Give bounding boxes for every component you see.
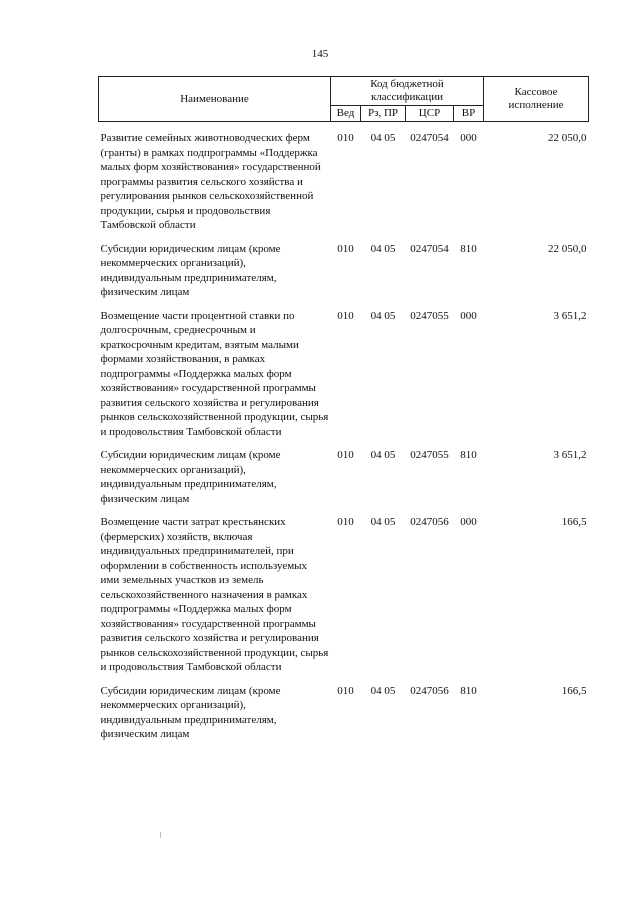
row-ved: 010 [337,516,354,528]
table-row [99,506,589,675]
row-name: Возмещение части затрат крестьянских (фермерских) хозяйств, включая индивидуальных предпринимателей, при оформлении в собственность используемых ими земельных участков из земель сельскохозяйственного назначения в рамках подпрограммы «Поддержка малых форм хозяйствования» государственной программы развития сельского хозяйства и регулирования рынков сельскохозяйственной продукции, сырья и продовольствия Тамбовской области [100,516,329,673]
table-row [99,300,589,440]
table-header [99,77,589,122]
table-row [99,439,589,506]
row-csr: 0247055 [410,309,449,322]
row-amount: 3 651,2 [553,309,587,322]
row-name: Возмещение части процентной ставки по долгосрочным, среднесрочным и краткосрочным кредитам, взятым малыми формами хозяйствования, в рамках подпрограммы «Поддержка малых форм хозяйствования» государственной программы развития сельского хозяйства и регулирования рынков сельскохозяйственной продукции, сырья и продовольствия Тамбовской области [100,309,329,438]
table-body [99,122,589,742]
header-name: Наименование [99,77,331,122]
row-rz-pr: 04 05 [370,309,396,322]
row-vr: 810 [460,684,477,697]
row-amount: 166,5 [561,684,587,697]
row-rz-pr: 04 05 [370,516,396,528]
row-csr: 0247056 [410,684,449,697]
row-vr: 810 [460,242,477,255]
row-amount: 3 651,2 [553,449,587,461]
row-amount: 22 050,0 [548,132,587,144]
header-csr: ЦСР [406,106,454,122]
row-csr: 0247054 [410,132,449,144]
header-rz-pr: Рз, ПР [361,106,406,122]
row-vr: 810 [460,449,477,461]
table-row [99,233,589,300]
scan-mark [160,832,161,838]
row-name: Субсидии юридическим лицам (кроме некоммерческих организаций), индивидуальным предпринимателям, физическим лицам [100,684,281,740]
row-rz-pr: 04 05 [370,242,396,255]
row-csr: 0247055 [410,449,449,461]
row-vr: 000 [460,132,477,144]
row-ved: 010 [337,132,354,144]
table-row [99,675,589,742]
row-name: Субсидии юридическим лицам (кроме некоммерческих организаций), индивидуальным предпринимателям, физическим лицам [100,242,281,298]
table-row [99,122,589,233]
row-ved: 010 [337,684,354,697]
row-rz-pr: 04 05 [370,449,396,461]
page-number: 145 [311,48,329,60]
header-budget-code: Код бюджетной классификации [331,77,484,106]
row-vr: 000 [460,516,477,528]
row-amount: 22 050,0 [548,242,587,255]
header-vr: ВР [454,106,484,122]
row-ved: 010 [337,449,354,461]
budget-table [98,76,589,742]
row-name: Субсидии юридическим лицам (кроме некоммерческих организаций), индивидуальным предпринимателям, физическим лицам [100,449,281,505]
row-name: Развитие семейных животноводческих ферм (гранты) в рамках подпрограммы «Поддержка малых форм хозяйствования» государственной программы развития сельского хозяйства и регулирования рынков сельскохозяйственной продукции, сырья и продовольствия Тамбовской области [100,132,321,231]
header-execution: Кассовое исполнение [484,77,589,122]
row-ved: 010 [337,309,354,322]
row-csr: 0247056 [410,516,449,528]
row-vr: 000 [460,309,477,322]
row-ved: 010 [337,242,354,255]
row-rz-pr: 04 05 [370,684,396,697]
row-amount: 166,5 [561,516,587,528]
header-ved: Вед [331,106,361,122]
row-csr: 0247054 [410,242,449,255]
row-rz-pr: 04 05 [370,132,396,144]
